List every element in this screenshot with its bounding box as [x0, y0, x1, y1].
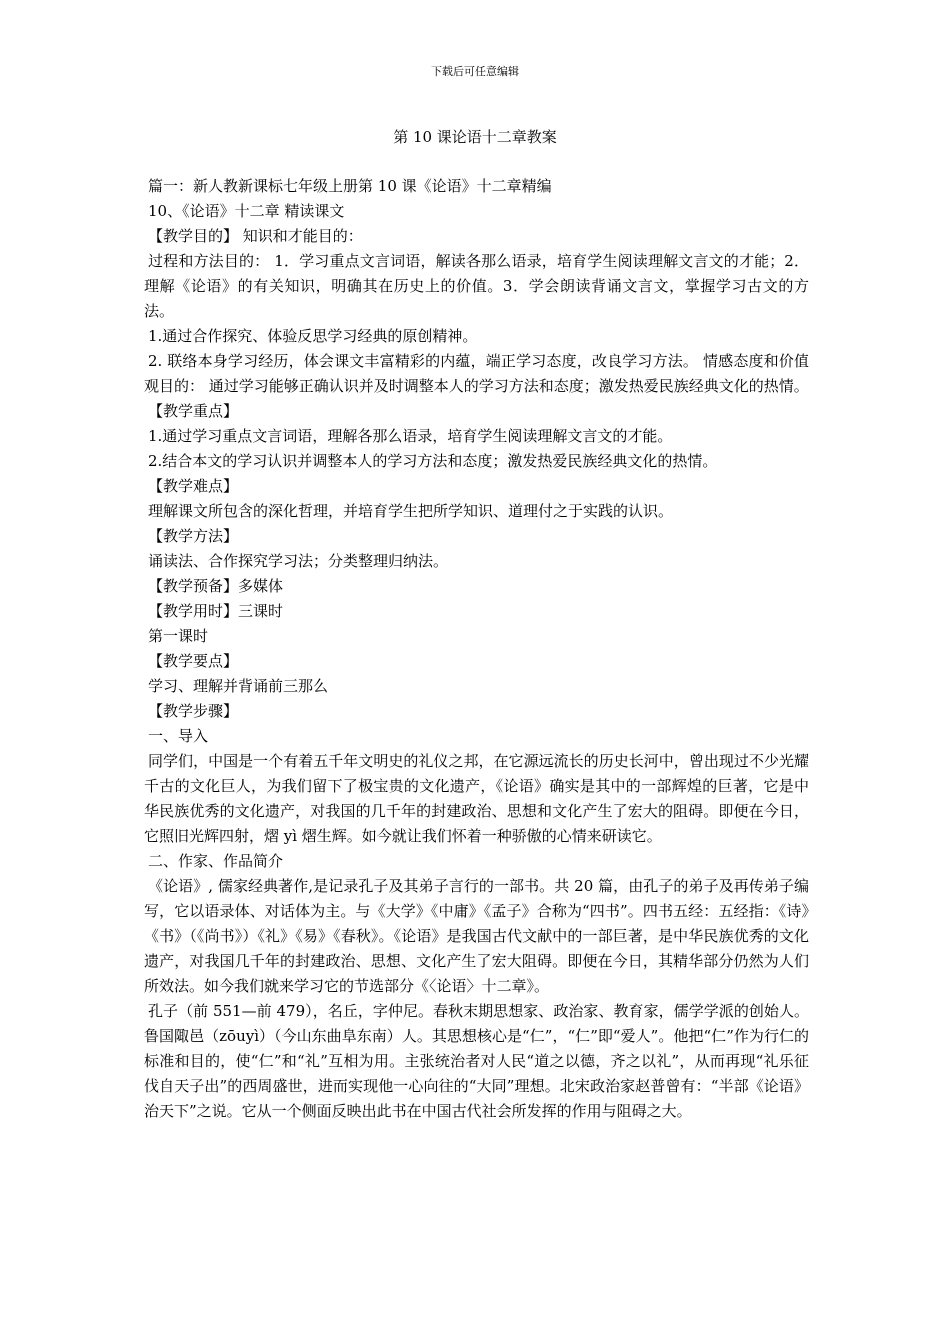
paragraph: 第一课时 [148, 627, 209, 645]
paragraph: 诵读法、合作探究学习法；分类整理归纳法。 [148, 552, 449, 570]
section-heading: 【教学难点】 [148, 477, 239, 495]
paragraph: 二、作家、作品简介 [148, 852, 284, 870]
section-heading: 【教学方法】 [148, 527, 239, 545]
paragraph: 《论语》, 儒家经典著作,是记录孔子及其弟子言行的一部书。共 20 篇，由孔子的弟子及再传弟子编写，它以语录体、对话体为主。与《大学》《中庸》《孟子》合称为“四书”。四书五经：五经指：《诗》《书》（《尚书》）《礼》《易》《春秋》。《论语》是我国古代文献中的一部巨著，是中华民族优秀的文化遗产，对我国几千年的封建政治、思想、文化产生了宏大阻碍。即便在今日，其精华部分仍然为人们所效法。如今我们就来学习它的节选部分《〈论语〉十二章》。 [144, 877, 809, 995]
paragraph: 篇一：新人教新课标七年级上册第 10 课《论语》十二章精编 [148, 177, 552, 195]
paragraph: 1.通过学习重点文言词语，理解各那么语录，培育学生阅读理解文言文的才能。 [148, 427, 673, 445]
document-body [144, 174, 809, 1124]
section-heading: 【教学要点】 [148, 652, 239, 670]
section-heading: 【教学用时】三课时 [148, 602, 284, 620]
paragraph: 理解课文所包含的深化哲理，并培育学生把所学知识、道理付之于实践的认识。 [148, 502, 674, 520]
paragraph: 2. 联络本身学习经历，体会课文丰富精彩的内蕴，端正学习态度，改良学习方法。 情感态度和价值观目的： 通过学习能够正确认识并及时调整本人的学习方法和态度；激发热爱民族经典文化的热情。 [144, 352, 809, 395]
paragraph: 10、《论语》十二章 精读课文 [148, 202, 345, 220]
document-title: 第 10 课论语十二章教案 [393, 128, 557, 146]
paragraph: 1.通过合作探究、体验反思学习经典的原创精神。 [148, 327, 478, 345]
paragraph: 同学们，中国是一个有着五千年文明史的礼仪之邦，在它源远流长的历史长河中，曾出现过不少光耀千古的文化巨人，为我们留下了极宝贵的文化遗产，《论语》确实是其中的一部辉煌的巨著，它是中华民族优秀的文化遗产，对我国的几千年的封建政治、思想和文化产生了宏大的阻碍。即便在今日，它照旧光辉四射，熠 yì 熠生辉。如今就让我们怀着一种骄傲的心情来研读它。 [144, 752, 809, 845]
section-heading: 【教学重点】 [148, 402, 239, 420]
paragraph: 学习、理解并背诵前三那么 [148, 677, 329, 695]
paragraph: 过程和方法目的： 1．学习重点文言词语，解读各那么语录，培育学生阅读理解文言文的才能；2．理解《论语》的有关知识，明确其在历史上的价值。3．学会朗读背诵文言文，掌握学习古文的方法。 [144, 252, 809, 320]
section-heading: 【教学目的】 知识和才能目的： [148, 227, 363, 245]
paragraph: 2.结合本文的学习认识并调整本人的学习方法和态度；激发热爱民族经典文化的热情。 [148, 452, 718, 470]
section-heading: 【教学步骤】 [148, 702, 239, 720]
paragraph: 孔子（前 551—前 479），名丘，字仲尼。春秋末期思想家、政治家、教育家，儒学学派的创始人。鲁国陬邑（zōuyì）（今山东曲阜东南）人。其思想核心是“仁”，“仁”即“爱人”。他把“仁”作为行仁的标准和目的，使“仁”和“礼”互相为用。主张统治者对人民“道之以德，齐之以礼”，从而再现“礼乐征伐自天子出”的西周盛世，进而实现他一心向往的“大同”理想。北宋政治家赵普曾有：“半部《论语》治天下”之说。它从一个侧面反映出此书在中国古代社会所发挥的作用与阻碍之大。 [144, 1002, 809, 1120]
section-heading: 【教学预备】多媒体 [148, 577, 284, 595]
header-note: 下载后可任意编辑 [431, 65, 519, 78]
paragraph: 一、导入 [148, 727, 209, 745]
